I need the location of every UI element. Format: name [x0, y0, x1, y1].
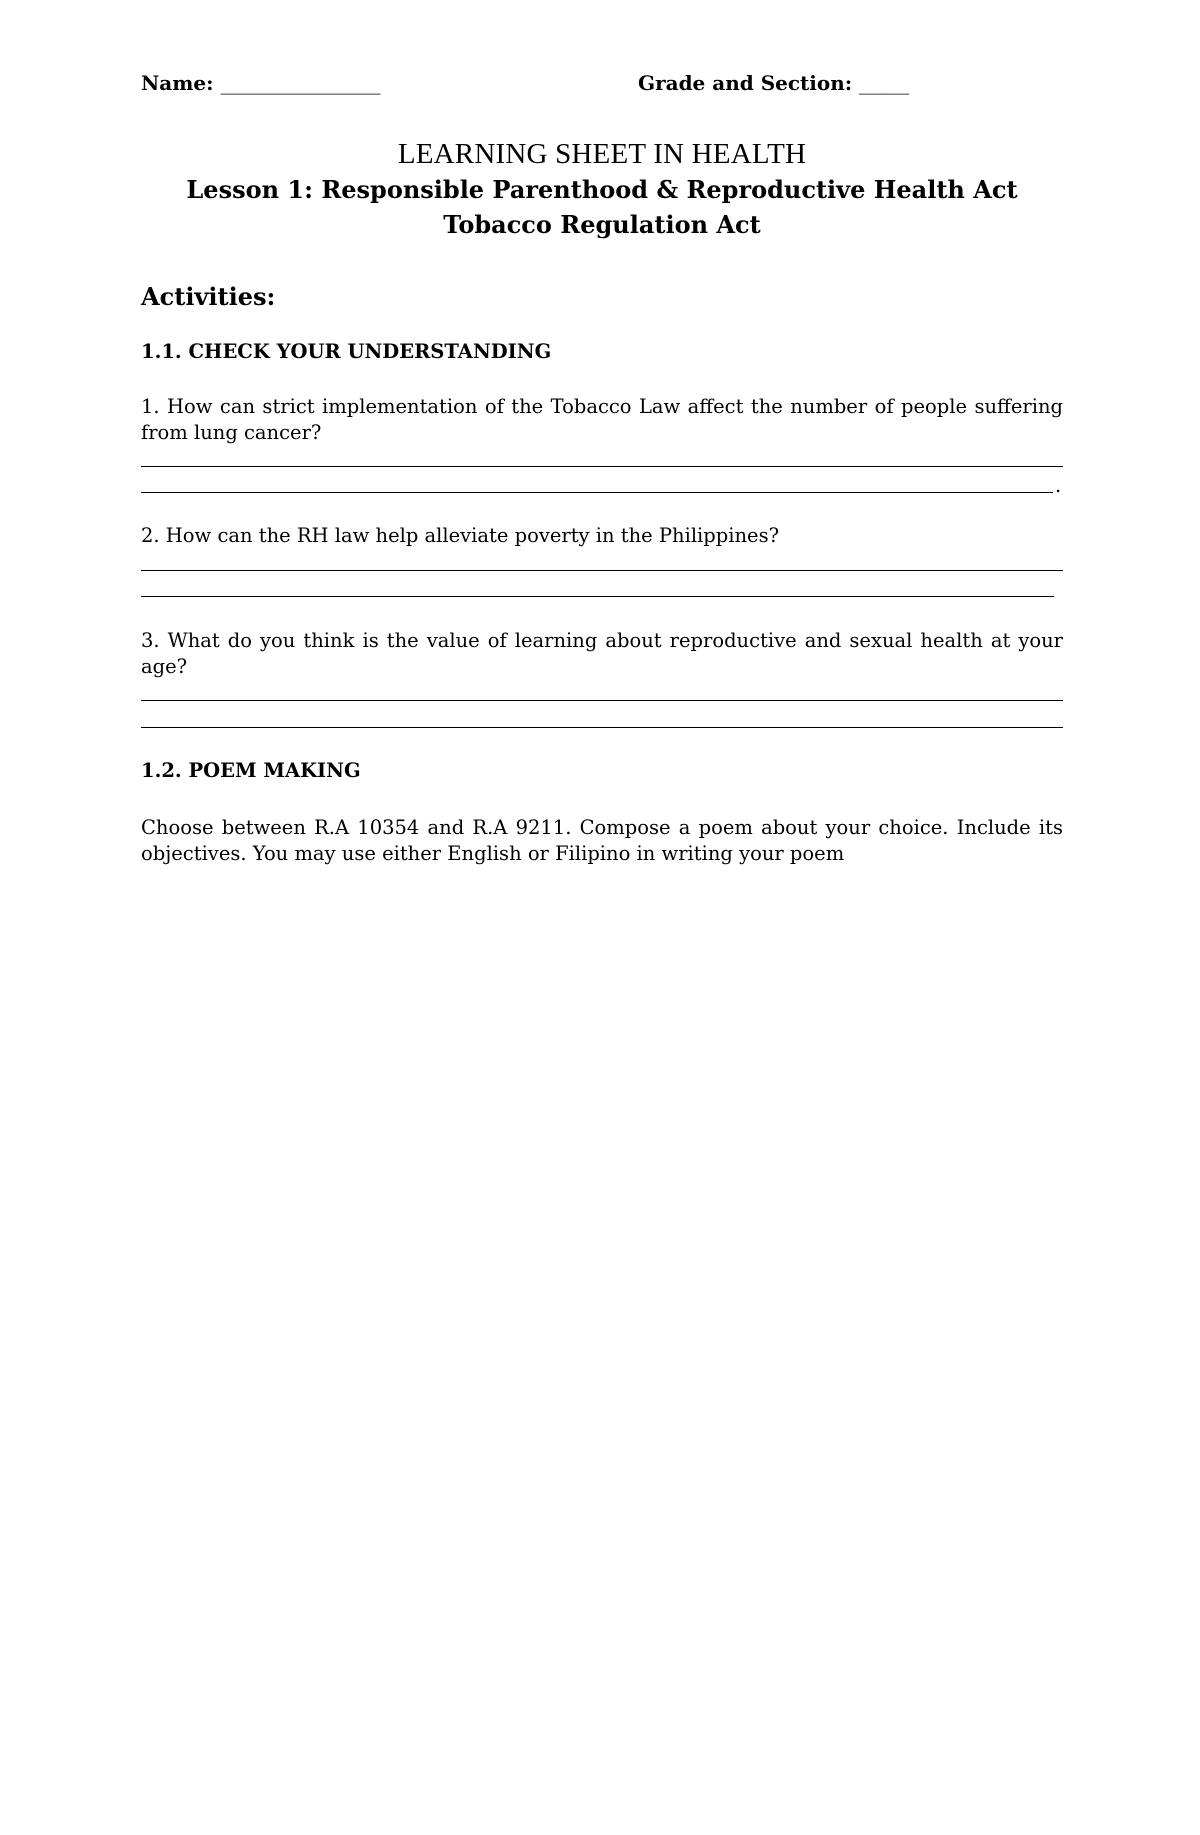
- question-1: 1. How can strict implementation of the Tobacco Law affect the number of people suffering from lung cancer?: [141, 395, 1063, 444]
- answer-line-1a[interactable]: [141, 466, 1063, 467]
- answer-line-2a[interactable]: [141, 570, 1063, 571]
- lesson-subtitle: Tobacco Regulation Act: [443, 210, 761, 239]
- grade-section-field[interactable]: [638, 71, 909, 95]
- answer-line-3b[interactable]: [141, 727, 1063, 728]
- question-3: 3. What do you think is the value of learning about reproductive and sexual health at your age?: [141, 629, 1063, 678]
- name-blank[interactable]: ________________: [220, 71, 381, 95]
- answer-line-1b[interactable]: [141, 492, 1053, 493]
- grade-section-label: Grade and Section:: [638, 71, 853, 95]
- poem-instructions: Choose between R.A 10354 and R.A 9211. Compose a poem about your choice. Include its objectives. You may use either English or Filipino in writing your poem: [141, 816, 1063, 865]
- grade-section-blank[interactable]: _____: [859, 71, 910, 95]
- poem-making-heading: 1.2. POEM MAKING: [141, 759, 361, 782]
- answer-period: .: [1055, 474, 1062, 497]
- answer-line-2b[interactable]: [141, 596, 1054, 597]
- activities-heading: Activities:: [141, 282, 276, 311]
- sheet-title: LEARNING SHEET IN HEALTH: [397, 138, 807, 170]
- answer-line-3a[interactable]: [141, 700, 1063, 701]
- check-understanding-heading: 1.1. CHECK YOUR UNDERSTANDING: [141, 340, 552, 363]
- question-2: 2. How can the RH law help alleviate poverty in the Philippines?: [141, 524, 780, 547]
- lesson-title: Lesson 1: Responsible Parenthood & Reproductive Health Act: [186, 175, 1018, 204]
- name-label: Name:: [141, 71, 214, 95]
- name-field[interactable]: [141, 71, 380, 95]
